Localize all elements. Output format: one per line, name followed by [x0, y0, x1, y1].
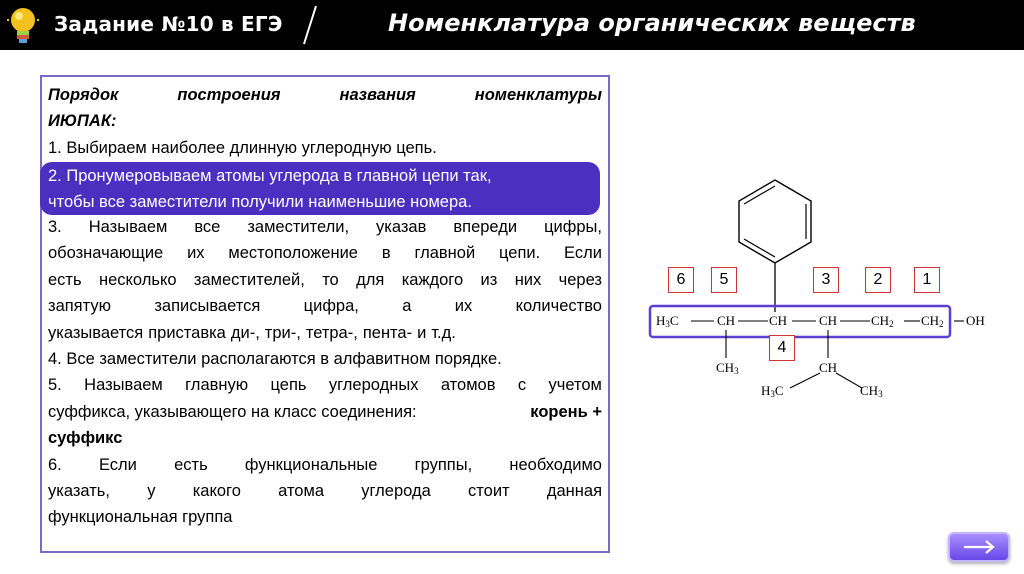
atom-ch2-2: $CH_2$ [871, 313, 894, 329]
next-button[interactable] [948, 532, 1010, 562]
step-6-line-3: функциональная группа [48, 508, 233, 527]
step-3-line-3: есть несколько заместителей, то для каждого из них через [48, 270, 602, 289]
page-title: Номенклатура органических веществ [388, 9, 916, 37]
atom-ch-4: CH [769, 313, 788, 328]
carbon-number-3: 3 [813, 267, 839, 293]
carbon-number-4: 4 [769, 335, 795, 361]
step-6-line-1: 6. Если есть функциональные группы, необходимо [48, 455, 602, 474]
atom-ch2-1: $CH_2$ [921, 313, 944, 329]
step-1: 1. Выбираем наиболее длинную углеродную цепь. [48, 138, 437, 157]
step-5-line-3: суффикс [48, 429, 123, 448]
step-3-line-4: запятую записывается цифра, а их количество [48, 297, 602, 316]
carbon-number-5: 5 [711, 267, 737, 293]
atom-oh: OH [966, 313, 985, 328]
step-2-text: 2. Пронумеровываем атомы углерода в главной цепи так, чтобы все заместители получили наименьшие номера. [48, 167, 492, 212]
carbon-number-2: 2 [865, 267, 891, 293]
atom-ch3-sub: $CH_3$ [716, 360, 739, 376]
step-3-line-1: 3. Называем все заместители, указав впереди цифры, [48, 218, 602, 237]
heading-line-2: ИЮПАК: [48, 112, 117, 131]
header-divider [300, 4, 320, 46]
atom-h3c-sub: $H_3C$ [761, 383, 784, 399]
atom-ch-3: CH [819, 313, 838, 328]
step-6-line-2: указать, у какого атома углерода стоит данная [48, 482, 602, 501]
header-bar [0, 0, 1024, 50]
task-label: Задание №10 в ЕГЭ [54, 12, 283, 36]
atom-h3c: $H_3C$ [656, 313, 679, 329]
step-4: 4. Все заместители располагаются в алфавитном порядке. [48, 350, 502, 369]
atom-ch3-sub-2: $CH_3$ [860, 383, 883, 399]
rules-text [48, 82, 602, 531]
atom-ch-5: CH [717, 313, 736, 328]
heading-line-1: Порядок построения названия номенклатуры [48, 86, 602, 104]
step-5-line-1: 5. Называем главную цепь углеродных атомов с учетом [48, 376, 602, 395]
arrow-right-icon [950, 534, 1008, 560]
lightbulb-icon [6, 4, 40, 48]
step-3-line-5: указывается приставка ди-, три-, тетра-, пента- и т.д. [48, 323, 456, 342]
atom-ch-sub: CH [819, 360, 838, 375]
carbon-number-1: 1 [914, 267, 940, 293]
carbon-number-6: 6 [668, 267, 694, 293]
step-5-line-2: суффикса, указывающего на класс соединения: корень + [48, 402, 602, 421]
step-3-line-2: обозначающие их местоположение в главной цепи. Если [48, 244, 602, 263]
